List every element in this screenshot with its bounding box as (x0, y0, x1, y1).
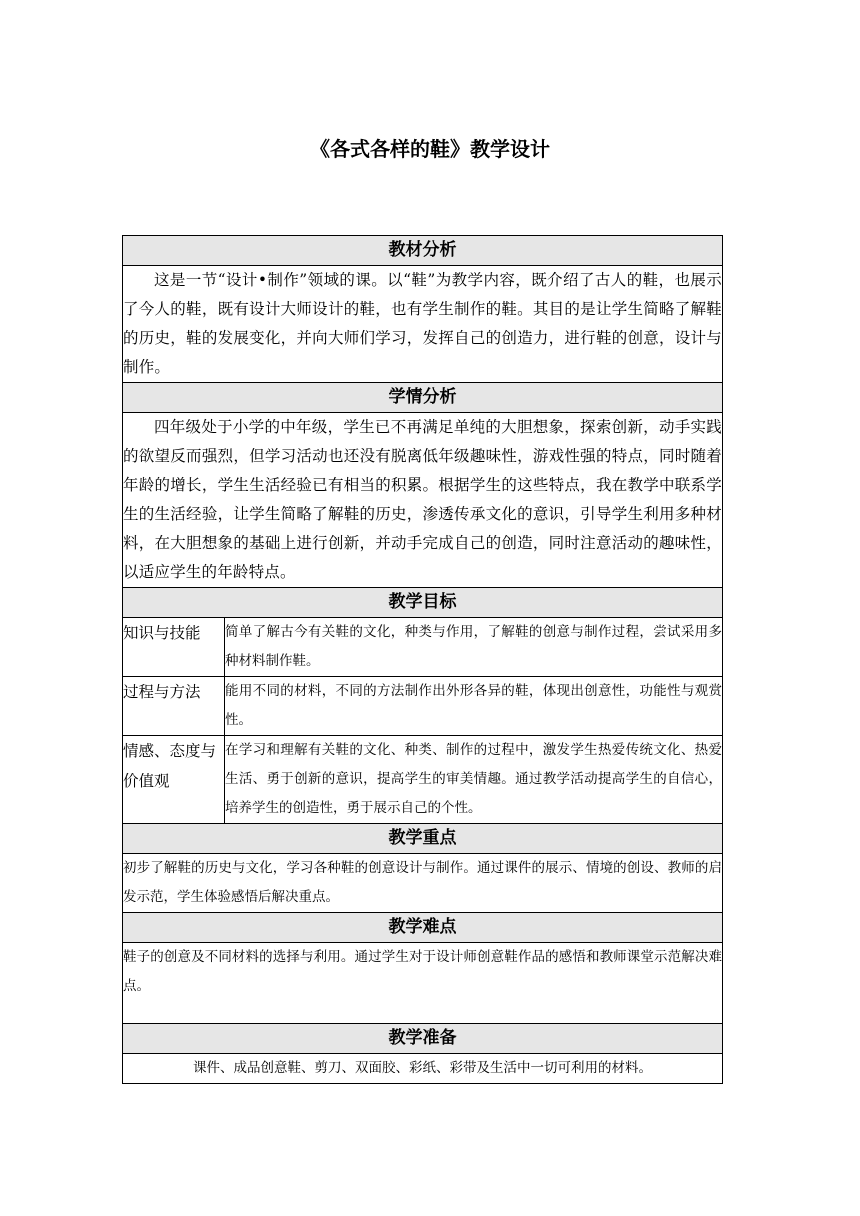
objective-label: 情感、态度与价值观 (123, 736, 225, 824)
material-analysis-header-row (123, 236, 723, 266)
preparation-header-row (123, 1024, 723, 1054)
preparation-heading: 教学准备 (123, 1024, 723, 1054)
material-analysis-text: 这是一节“设计•制作”领域的课。以“鞋”为教学内容，既介绍了古人的鞋，也展示了今人的鞋，既有设计大师设计的鞋，也有学生制作的鞋。其目的是让学生简略了解鞋的历史，鞋的发展变化，并向大师们学习，发挥自己的创造力，进行鞋的创意，设计与制作。 (123, 266, 723, 383)
preparation-body-row (123, 1054, 723, 1084)
objective-text: 能用不同的材料，不同的方法制作出外形各异的鞋，体现出创意性，功能性与观赏性。 (225, 677, 723, 736)
difficulties-text: 鞋子的创意及不同材料的选择与利用。通过学生对于设计师创意鞋作品的感悟和教师课堂示范解决难点。 (123, 943, 723, 1024)
preparation-text: 课件、成品创意鞋、剪刀、双面胶、彩纸、彩带及生活中一切可利用的材料。 (123, 1054, 723, 1084)
difficulties-header-row (123, 913, 723, 943)
objectives-header-row (123, 588, 723, 618)
objective-label: 过程与方法 (123, 677, 225, 736)
difficulties-heading: 教学难点 (123, 913, 723, 943)
difficulties-body-row (123, 943, 723, 1024)
material-analysis-body-row (123, 266, 723, 383)
objective-label: 知识与技能 (123, 618, 225, 677)
objective-row (123, 618, 723, 677)
key-points-text: 初步了解鞋的历史与文化，学习各种鞋的创意设计与制作。通过课件的展示、情境的创设、教师的启发示范，学生体验感悟后解决重点。 (123, 854, 723, 913)
lesson-plan-table (122, 235, 723, 1084)
objective-text: 简单了解古今有关鞋的文化，种类与作用，了解鞋的创意与制作过程，尝试采用多种材料制作鞋。 (225, 618, 723, 677)
student-analysis-heading: 学情分析 (123, 383, 723, 413)
student-analysis-body-row (123, 413, 723, 588)
key-points-heading: 教学重点 (123, 824, 723, 854)
key-points-body-row (123, 854, 723, 913)
objective-text: 在学习和理解有关鞋的文化、种类、制作的过程中，激发学生热爱传统文化、热爱生活、勇于创新的意识，提高学生的审美情趣。通过教学活动提高学生的自信心，培养学生的创造性，勇于展示自己的个性。 (225, 736, 723, 824)
material-analysis-heading: 教材分析 (123, 236, 723, 266)
student-analysis-header-row (123, 383, 723, 413)
objectives-heading: 教学目标 (123, 588, 723, 618)
student-analysis-text: 四年级处于小学的中年级，学生已不再满足单纯的大胆想象，探索创新，动手实践的欲望反而强烈，但学习活动也还没有脱离低年级趣味性，游戏性强的特点，同时随着年龄的增长，学生生活经验已有相当的积累。根据学生的这些特点，我在教学中联系学生的生活经验，让学生简略了解鞋的历史，渗透传承文化的意识，引导学生利用多种材料，在大胆想象的基础上进行创新，并动手完成自己的创造，同时注意活动的趣味性，以适应学生的年龄特点。 (123, 413, 723, 588)
document-title: 《各式各样的鞋》教学设计 (310, 137, 550, 161)
objective-row (123, 677, 723, 736)
objective-row (123, 736, 723, 824)
key-points-header-row (123, 824, 723, 854)
